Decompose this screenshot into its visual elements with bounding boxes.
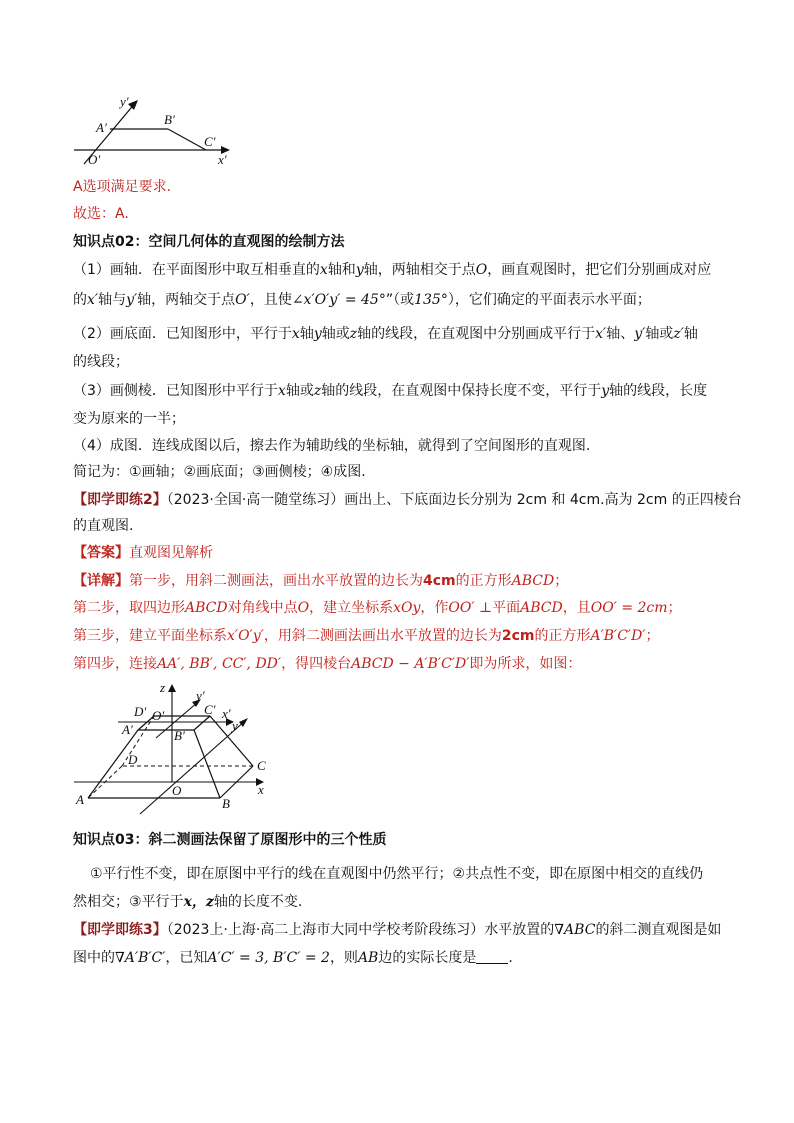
label-a-prime: A′ [122, 722, 133, 737]
z-axis-arrow [168, 684, 176, 692]
exercise2-tag: 【即学即练2】 [73, 492, 167, 508]
label-x-prime: x′ [222, 706, 231, 721]
step1-line2: 的x′轴与y′轴，两轴交于点O′，且使∠x′O′y′ = 45°”（或135°），它们确定的平面表示水平面； [73, 292, 651, 308]
label-x: x [258, 782, 264, 797]
detail-step1: 【详解】第一步，用斜二测画法，画出水平放置的边长为4cm的正方形ABCD； [73, 573, 569, 589]
label-o-prime: O′ [88, 152, 101, 167]
y-axis-arrow [128, 100, 138, 110]
label-a: A [76, 792, 84, 807]
exercise3-tag: 【即学即练3】 [73, 922, 167, 938]
edge-b-b-prime [194, 730, 220, 798]
answer-blank [476, 949, 508, 964]
knowledge-point-03-title: 知识点03：斜二测画法保留了原图形中的三个性质 [73, 832, 387, 848]
exercise2-line2: 的直观图. [73, 518, 134, 534]
label-d: D [128, 752, 138, 767]
label-d-prime: D′ [134, 704, 147, 719]
answer-line: 【答案】直观图见解析 [73, 545, 213, 561]
label-y-prime: y′ [196, 688, 205, 703]
label-o-prime: O′ [152, 708, 165, 723]
label-x-prime: x′ [218, 152, 227, 167]
label-y-prime: y′ [120, 94, 129, 109]
segment-b-c [168, 129, 206, 150]
label-z: z [160, 680, 166, 695]
step4-text: （4）成图．连线成图以后，擦去作为辅助线的坐标轴，就得到了空间图形的直观图. [73, 438, 591, 454]
detail-step4: 第四步，连接AA′, BB′, CC′, DD′，得四棱台ABCD − A′B′C′D′即为所求，如图： [73, 656, 582, 672]
detail-step3: 第三步，建立平面坐标系x′O′y′，用斜二测画法画出水平放置的边长为2cm的正方形A′B′C′D′； [73, 628, 660, 644]
y-axis [140, 720, 246, 814]
label-c: C [257, 758, 266, 773]
label-a-prime: A′ [96, 120, 107, 135]
step1-line1: （1）画轴．在平面图形中取互相垂直的x轴和y轴，两轴相交于点O，画直观图时，把它们分别画成对应 [73, 262, 712, 278]
label-c-prime: C′ [204, 702, 216, 717]
label-b: B [222, 796, 230, 811]
exercise3-line2: 图中的∇A′B′C′，已知A′C′ = 3, B′C′ = 2，则AB边的实际长度是 . [73, 950, 513, 966]
figure-oblique-axes [70, 92, 240, 172]
exercise3-line1: 【即学即练3】（2023上·上海·高二上海市大同中学校考阶段练习）水平放置的∇ABC的斜二测直观图是如 [73, 922, 722, 938]
properties-line2: 然相交；③平行于x，z轴的长度不变. [73, 894, 303, 910]
properties-line1: ①平行性不变，即在原图中平行的线在直观图中仍然平行；②共点性不变，即在原图中相交的直线仍 [90, 866, 704, 882]
detail-step2: 第二步，取四边形ABCD对角线中点O，建立坐标系xOy，作OO′ ⊥平面ABCD，且OO′ = 2cm； [73, 600, 682, 616]
exercise2-line1: 【即学即练2】（2023·全国·高一随堂练习）画出上、下底面边长分别为 2cm 和 4cm.高为 2cm 的正四棱台 [73, 492, 742, 508]
step3-line2: 变为原来的一半； [73, 411, 185, 427]
step2-line1: （2）画底面．已知图形中，平行于x轴y轴或z轴的线段，在直观图中分别画成平行于x′轴、y′轴或z′轴 [73, 326, 698, 342]
step3-line1: （3）画侧棱．已知图形中平行于x轴或z轴的线段，在直观图中保持长度不变，平行于y轴的线段，长度 [73, 383, 708, 399]
label-b-prime: B′ [174, 728, 185, 743]
knowledge-point-02-title: 知识点02：空间几何体的直观图的绘制方法 [73, 234, 345, 250]
figure-frustum [70, 678, 280, 813]
edge-b-prime-c-prime [194, 716, 210, 730]
label-c-prime: C′ [204, 134, 216, 149]
choice-text: 故选：A. [73, 206, 129, 222]
label-y: y [232, 718, 238, 733]
step2-line2: 的线段； [73, 354, 129, 370]
label-o: O [172, 783, 182, 798]
label-b-prime: B′ [164, 112, 175, 127]
conclusion-text: A选项满足要求. [73, 179, 172, 195]
summary-text: 简记为：①画轴；②画底面；③画侧棱；④成图. [73, 464, 366, 480]
